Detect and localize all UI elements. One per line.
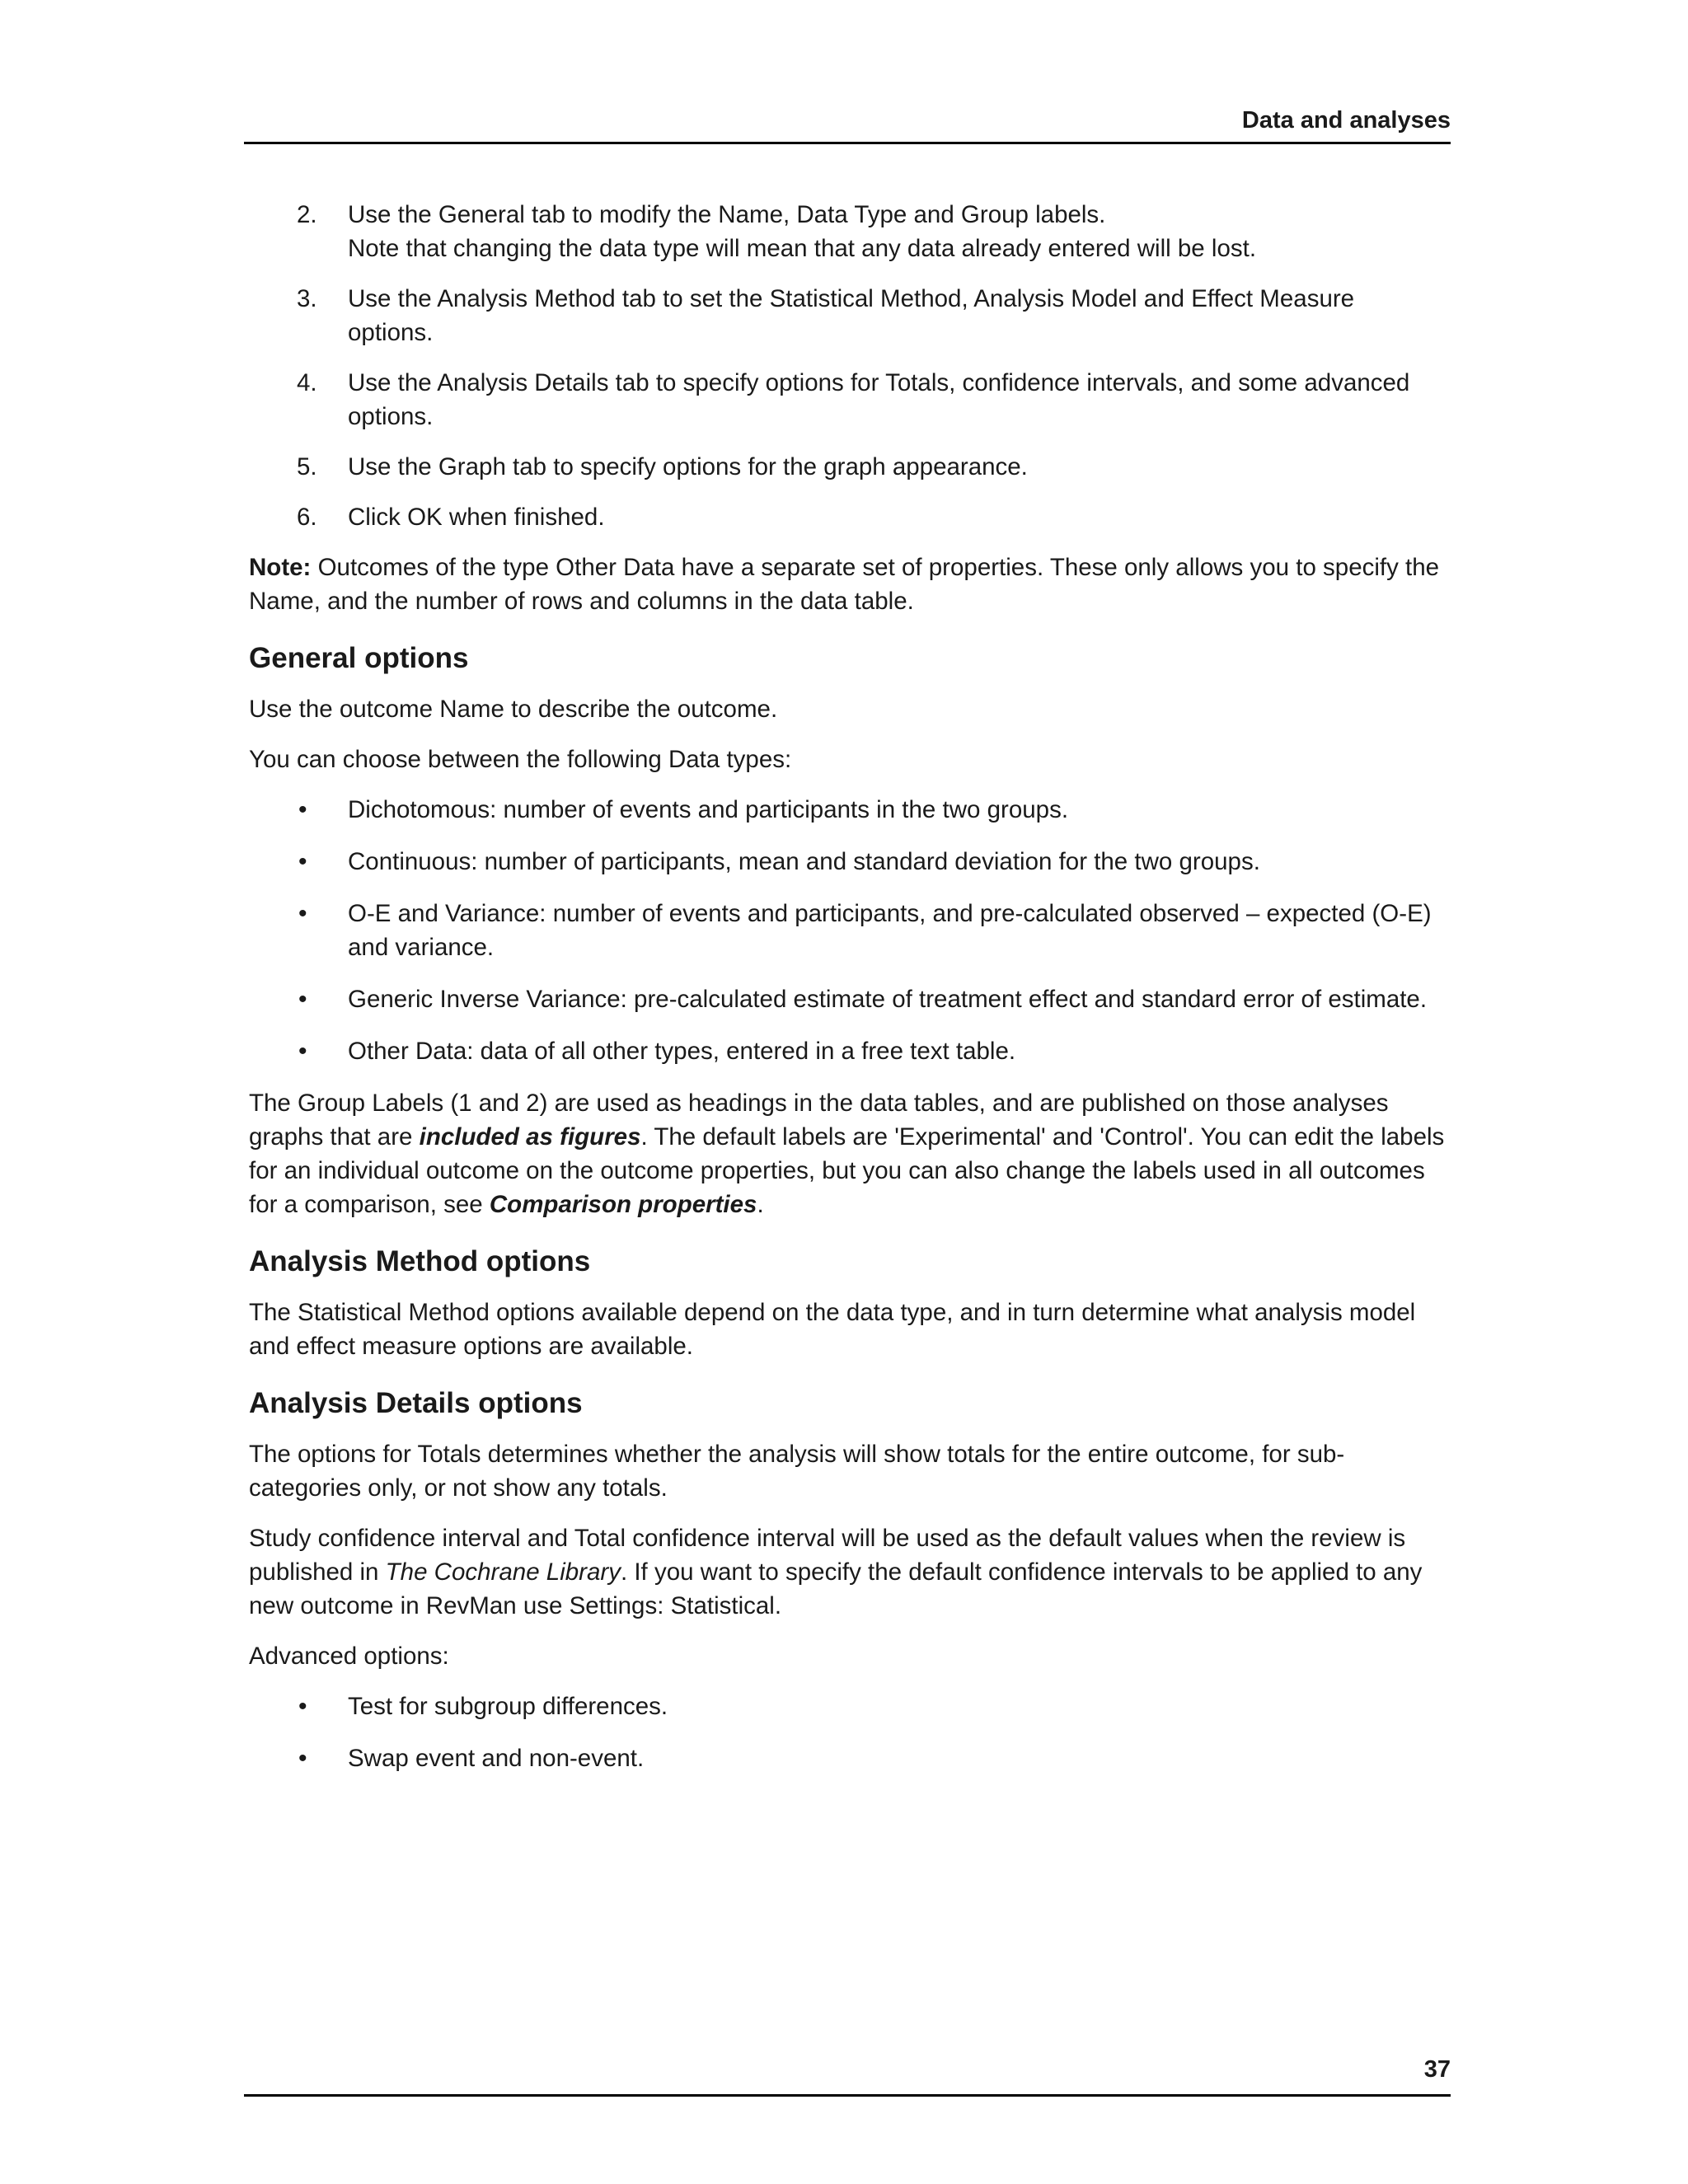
analysis-method-heading: Analysis Method options xyxy=(249,1245,591,1277)
paragraph-text: The Group Labels (1 and 2) are used as headings in the data tables, and are published on those analyses graphs that are xyxy=(249,1090,1389,1151)
paragraph-text: . The default labels are 'Experimental' and 'Control'. You can edit the labels for an individual outcome on the outcome properties, but you can also change the labels used in all outcomes for a comparison, see xyxy=(249,1123,1445,1218)
list-item-text: Generic Inverse Variance: pre-calculated estimate of treatment effect and standard error of estimate. xyxy=(348,986,1428,1013)
running-header: Data and analyses xyxy=(1241,107,1451,134)
general-paragraph: Use the outcome Name to describe the outcome. xyxy=(249,696,778,723)
paragraph-text: Study confidence interval and Total confidence interval will be used as the default values when the review is published in xyxy=(249,1525,1406,1586)
cochrane-library-title: The Cochrane Library xyxy=(385,1558,621,1586)
bullet-icon: • xyxy=(298,986,307,1013)
list-item-text: Other Data: data of all other types, entered in a free text table. xyxy=(348,1038,1016,1065)
step-number: 2. xyxy=(297,201,317,228)
included-as-figures-link[interactable]: included as figures xyxy=(419,1123,641,1151)
general-options-heading: General options xyxy=(249,642,469,674)
steps-list xyxy=(249,198,1446,534)
bullet-icon: • xyxy=(298,1038,307,1065)
confidence-interval-paragraph xyxy=(249,1521,1446,1623)
note-paragraph xyxy=(249,551,1446,618)
step-text: Click OK when finished. xyxy=(348,504,605,531)
step-item xyxy=(249,500,1446,534)
note-text: Outcomes of the type Other Data have a separate set of properties. These only allows you to specify the Name, and the number of rows and columns in the data table. xyxy=(249,554,1440,615)
analysis-details-heading: Analysis Details options xyxy=(249,1387,583,1419)
bullet-icon: • xyxy=(298,796,307,823)
header-rule xyxy=(244,142,1451,144)
note-label: Note: xyxy=(249,554,312,581)
step-number: 3. xyxy=(297,285,317,312)
bullet-icon: • xyxy=(298,900,307,927)
analysis-details-paragraph: The options for Totals determines whether the analysis will show totals for the entire outcome, for sub-categories only, or not show any totals. xyxy=(249,1441,1345,1502)
page-number: 37 xyxy=(1423,2056,1451,2083)
list-item-text: Continuous: number of participants, mean and standard deviation for the two groups. xyxy=(348,848,1260,875)
list-item-text: O-E and Variance: number of events and participants, and pre-calculated observed – expected (O-E) and variance. xyxy=(348,900,1432,961)
step-text: Note that changing the data type will mean that any data already entered will be lost. xyxy=(348,235,1257,262)
list-item xyxy=(249,1741,1446,1775)
step-item xyxy=(249,282,1446,349)
step-number: 4. xyxy=(297,369,317,396)
page-content xyxy=(249,198,1446,1793)
general-paragraph: You can choose between the following Data types: xyxy=(249,746,792,773)
list-item-text: Dichotomous: number of events and participants in the two groups. xyxy=(348,796,1069,823)
comparison-properties-link[interactable]: Comparison properties xyxy=(489,1191,757,1218)
step-text: Use the Graph tab to specify options for the graph appearance. xyxy=(348,453,1028,480)
list-item xyxy=(249,897,1446,964)
step-item xyxy=(249,198,1446,265)
bullet-icon: • xyxy=(298,1693,307,1720)
bullet-icon: • xyxy=(298,1745,307,1772)
group-labels-paragraph xyxy=(249,1086,1446,1221)
step-text: Use the Analysis Details tab to specify options for Totals, confidence intervals, and some advanced options. xyxy=(348,369,1410,430)
step-item xyxy=(249,366,1446,434)
list-item-text: Swap event and non-event. xyxy=(348,1745,645,1772)
step-number: 6. xyxy=(297,504,317,531)
data-types-list xyxy=(249,793,1446,1068)
list-item xyxy=(249,1690,1446,1723)
step-number: 5. xyxy=(297,453,317,480)
list-item xyxy=(249,793,1446,827)
step-text: Use the General tab to modify the Name, Data Type and Group labels. xyxy=(348,201,1106,228)
analysis-method-paragraph: The Statistical Method options available depend on the data type, and in turn determine what analysis model and effect measure options are available. xyxy=(249,1299,1416,1360)
list-item xyxy=(249,845,1446,879)
list-item-text: Test for subgroup differences. xyxy=(348,1693,668,1720)
step-text: Use the Analysis Method tab to set the Statistical Method, Analysis Model and Effect Measure options. xyxy=(348,285,1355,346)
paragraph-text: . xyxy=(757,1191,764,1218)
paragraph-text: . If you want to specify the default confidence intervals to be applied to any new outcome in RevMan use Settings: Statistical. xyxy=(249,1558,1423,1619)
list-item xyxy=(249,982,1446,1016)
bullet-icon: • xyxy=(298,848,307,875)
step-item xyxy=(249,450,1446,484)
list-item xyxy=(249,1034,1446,1068)
advanced-options-list xyxy=(249,1690,1446,1775)
advanced-options-label: Advanced options: xyxy=(249,1643,449,1670)
footer-rule xyxy=(244,2094,1451,2097)
